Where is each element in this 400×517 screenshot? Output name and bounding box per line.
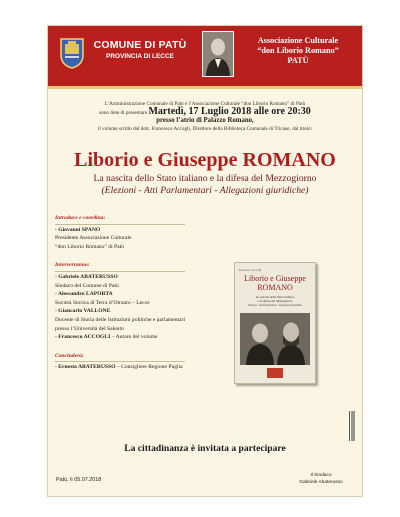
- divider: [55, 361, 185, 362]
- event-venue: presso l’atrio di Palazzo Romano,: [156, 117, 254, 124]
- book-cover-subtitle-line3: Elezioni - Atti Parlamentari - Allegazioni giuridiche: [248, 304, 302, 307]
- book-title: Liborio e Giuseppe ROMANO: [74, 149, 336, 171]
- signature-title: Il Sindaco: [310, 473, 332, 478]
- divider: [55, 224, 185, 225]
- closing-heading: Concluderà:: [55, 352, 84, 359]
- banner-divider: [48, 86, 362, 89]
- intro-heading: Introduce e coordina:: [55, 215, 106, 221]
- divider: [55, 271, 185, 272]
- book-subtitle-italic: (Elezioni - Atti Parlamentari - Allegazioni giuridiche): [101, 185, 309, 196]
- book-cover-title: [235, 275, 315, 292]
- intro-line2: [48, 108, 362, 117]
- intro-text: [48, 100, 362, 133]
- speaker-name: - Gabriele ABATERUSSO: [55, 273, 118, 280]
- moderator-name: - Giovanni SPANO: [55, 226, 101, 233]
- book-cover-subtitle: [239, 295, 311, 303]
- book-cover-portraits: [240, 313, 310, 365]
- book-cover-subtitle-line1: La nascita dello Stato italiano: [255, 295, 295, 299]
- association-line2: “don Liborio Romano”: [257, 46, 339, 55]
- signature-block: [288, 473, 354, 486]
- closing-name: - Ernesto ABATERUSSO: [55, 364, 116, 371]
- book-cover-subtitle-line2: e la difesa del Mezzogiorno: [257, 299, 293, 303]
- book-subtitle: La nascita dello Stato italiano e la difesa del Mezzogiorno: [93, 173, 317, 184]
- closing-entry: [55, 363, 235, 372]
- intro-line2-prefix: sono liete di presentare: [99, 110, 148, 116]
- moderator-role-line1: Presidente Associazione Culturale: [55, 235, 132, 242]
- book-cover: [234, 262, 316, 384]
- speaker-role: presso l’Università del Salento: [55, 325, 124, 332]
- header-banner: [48, 26, 362, 88]
- speaker-role: – Autore del volume: [110, 334, 158, 341]
- barcode-icon: [349, 411, 355, 441]
- program-list: [55, 214, 235, 372]
- speaker-role: Società Storica di Terra d’Otranto – Lecce: [55, 299, 150, 306]
- event-datetime: Martedì, 17 Luglio 2018 alle ore 20:30: [148, 106, 311, 117]
- speaker-name: - Giancarlo VALLONE: [55, 308, 111, 315]
- speaker-name: - Francesco ACCOGLI: [55, 334, 111, 341]
- comune-title: COMUNE DI PATÙ: [93, 39, 187, 51]
- intro-line4: il volume scritto dal dott. Francesco Accogli, Direttore della Biblioteca Comunale di Tricase, dal titolo:: [97, 126, 313, 132]
- book-author: Francesco Accogli: [239, 268, 262, 272]
- moderator-role-line2: “don Liborio Romano” di Patù: [55, 243, 124, 250]
- speaker-role: Sindaco del Comune di Patù: [55, 282, 119, 289]
- speakers-heading: Interverranno:: [55, 262, 90, 269]
- association-line3: PATÙ: [287, 56, 309, 65]
- book-cover-title-line2: ROMANO: [257, 282, 293, 292]
- issue-date: Patù, lì 05.07.2018: [56, 477, 102, 483]
- intro-line1: L’Amministrazione Comunale di Patù e l’Associazione Culturale “don Liborio Romano” di Patù: [104, 101, 306, 107]
- event-poster: [47, 25, 363, 497]
- comune-subtitle: PROVINCIA DI LECCE: [105, 53, 174, 60]
- speaker-entry: [55, 333, 235, 342]
- invitation-line: La cittadinanza è invitata a partecipare: [124, 443, 286, 454]
- publisher-logo-icon: [267, 368, 283, 378]
- association-block: [238, 36, 358, 66]
- closing-role: – Consigliere Regione Puglia: [115, 364, 183, 371]
- speaker-name: - Alessandro LAPORTA: [55, 291, 113, 298]
- book-cover-title-line1: Liborio e Giuseppe: [244, 274, 306, 283]
- portrait-photo: [202, 31, 234, 77]
- speaker-role: Docente di Storia delle Istituzioni politiche e parlamentari: [55, 316, 186, 323]
- association-line1: Associazione Culturale: [257, 36, 339, 45]
- coat-of-arms-icon: [59, 35, 85, 69]
- signature-name: Gabriele Abaterusso: [299, 479, 343, 485]
- comune-block: [92, 39, 188, 60]
